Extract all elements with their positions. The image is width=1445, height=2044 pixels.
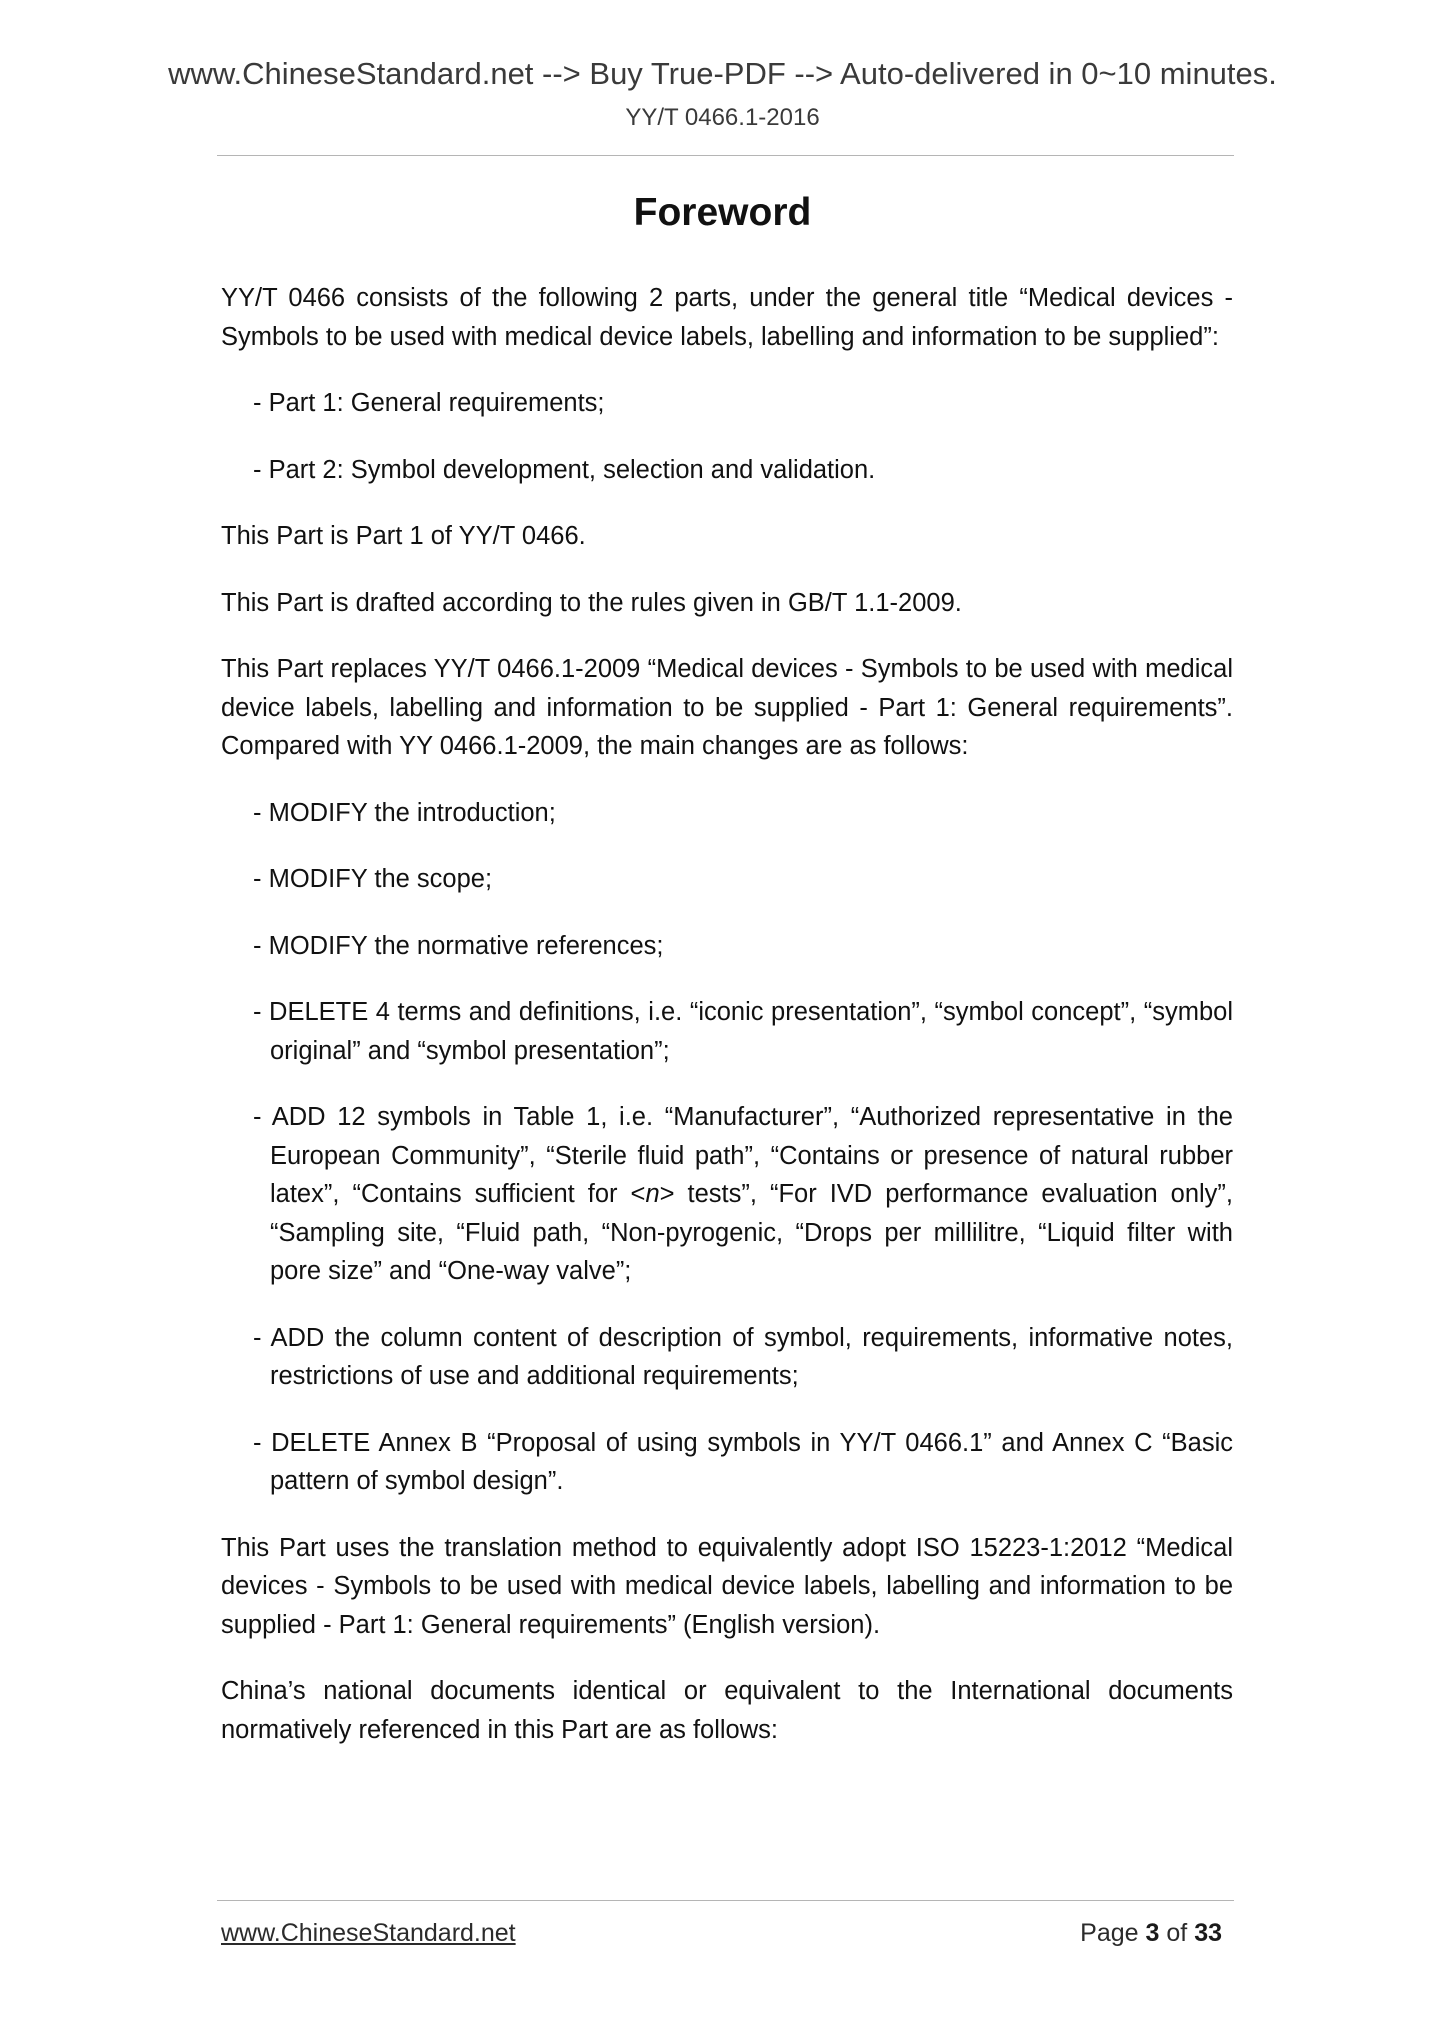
document-body: [221, 279, 1233, 1749]
footer-divider: [217, 1900, 1234, 1901]
add-symbols-variable: n: [645, 1180, 660, 1208]
adoption-statement: This Part uses the translation method to equivalently adopt ISO 15223-1:2012 “Medical devices - Symbols to be used with medical device labels, labelling and information to be supplied - Part 1: General requirements” (English version).: [221, 1533, 1233, 1639]
change-list-item: - MODIFY the scope;: [253, 865, 493, 893]
page-current: 3: [1145, 1919, 1160, 1947]
change-list-item: - DELETE 4 terms and definitions, i.e. “iconic presentation”, “symbol concept”, “symbol original” and “symbol presentation”;: [253, 998, 1233, 1065]
add-symbols-text-end: > tests”, “For IVD performance evaluation only”, “Sampling site, “Fluid path, “Non-pyrogenic, “Drops per millilitre, “Liquid filter with pore size” and “One-way valve”;: [270, 1180, 1234, 1285]
drafting-rules-statement: This Part is drafted according to the rules given in GB/T 1.1-2009.: [221, 588, 962, 617]
part-list-item: - Part 2: Symbol development, selection and validation.: [253, 455, 876, 484]
page-label: Page: [1080, 1919, 1139, 1947]
footer-site-link[interactable]: www.ChineseStandard.net: [221, 1919, 516, 1947]
add-symbols-text-start: - ADD 12 symbols in Table 1, i.e. “Manufacturer”, “Authorized representative in the European Community”, “Sterile fluid path”, “Contains or presence of natural rubber latex”, “Contains sufficient for <: [253, 1103, 1233, 1208]
page-of: of: [1166, 1919, 1188, 1947]
change-list-item: - ADD the column content of description of symbol, requirements, informative notes, restrictions of use and additional requirements;: [253, 1323, 1233, 1390]
national-documents-statement: China’s national documents identical or equivalent to the International documents normatively referenced in this Part are as follows:: [221, 1677, 1233, 1744]
change-list-item: - MODIFY the normative references;: [253, 931, 664, 960]
page-title: Foreword: [633, 191, 812, 234]
header-banner: www.ChineseStandard.net --> Buy True-PDF --> Auto-delivered in 0~10 minutes.: [168, 56, 1277, 91]
part-statement: This Part is Part 1 of YY/T 0466.: [221, 522, 586, 550]
replacement-statement: This Part replaces YY/T 0466.1-2009 “Medical devices - Symbols to be used with medical device labels, labelling and information to be supplied - Part 1: General requirements”. Compared with YY 0466.1-2009, the main changes are as follows:: [221, 655, 1233, 760]
header-divider: [217, 155, 1234, 156]
page-total: 33: [1194, 1919, 1222, 1947]
part-list-item: - Part 1: General requirements;: [253, 389, 605, 417]
intro-paragraph: YY/T 0466 consists of the following 2 parts, under the general title “Medical devices - Symbols to be used with medical device labels, labelling and information to be supplied”:: [221, 284, 1233, 351]
change-list-item: - DELETE Annex B “Proposal of using symbols in YY/T 0466.1” and Annex C “Basic pattern of symbol design”.: [253, 1428, 1233, 1495]
page-number: [1080, 1918, 1222, 1948]
change-list-item: - MODIFY the introduction;: [253, 798, 556, 827]
change-list-item-add-symbols: [253, 1098, 1233, 1291]
standard-number: YY/T 0466.1-2016: [625, 104, 820, 131]
